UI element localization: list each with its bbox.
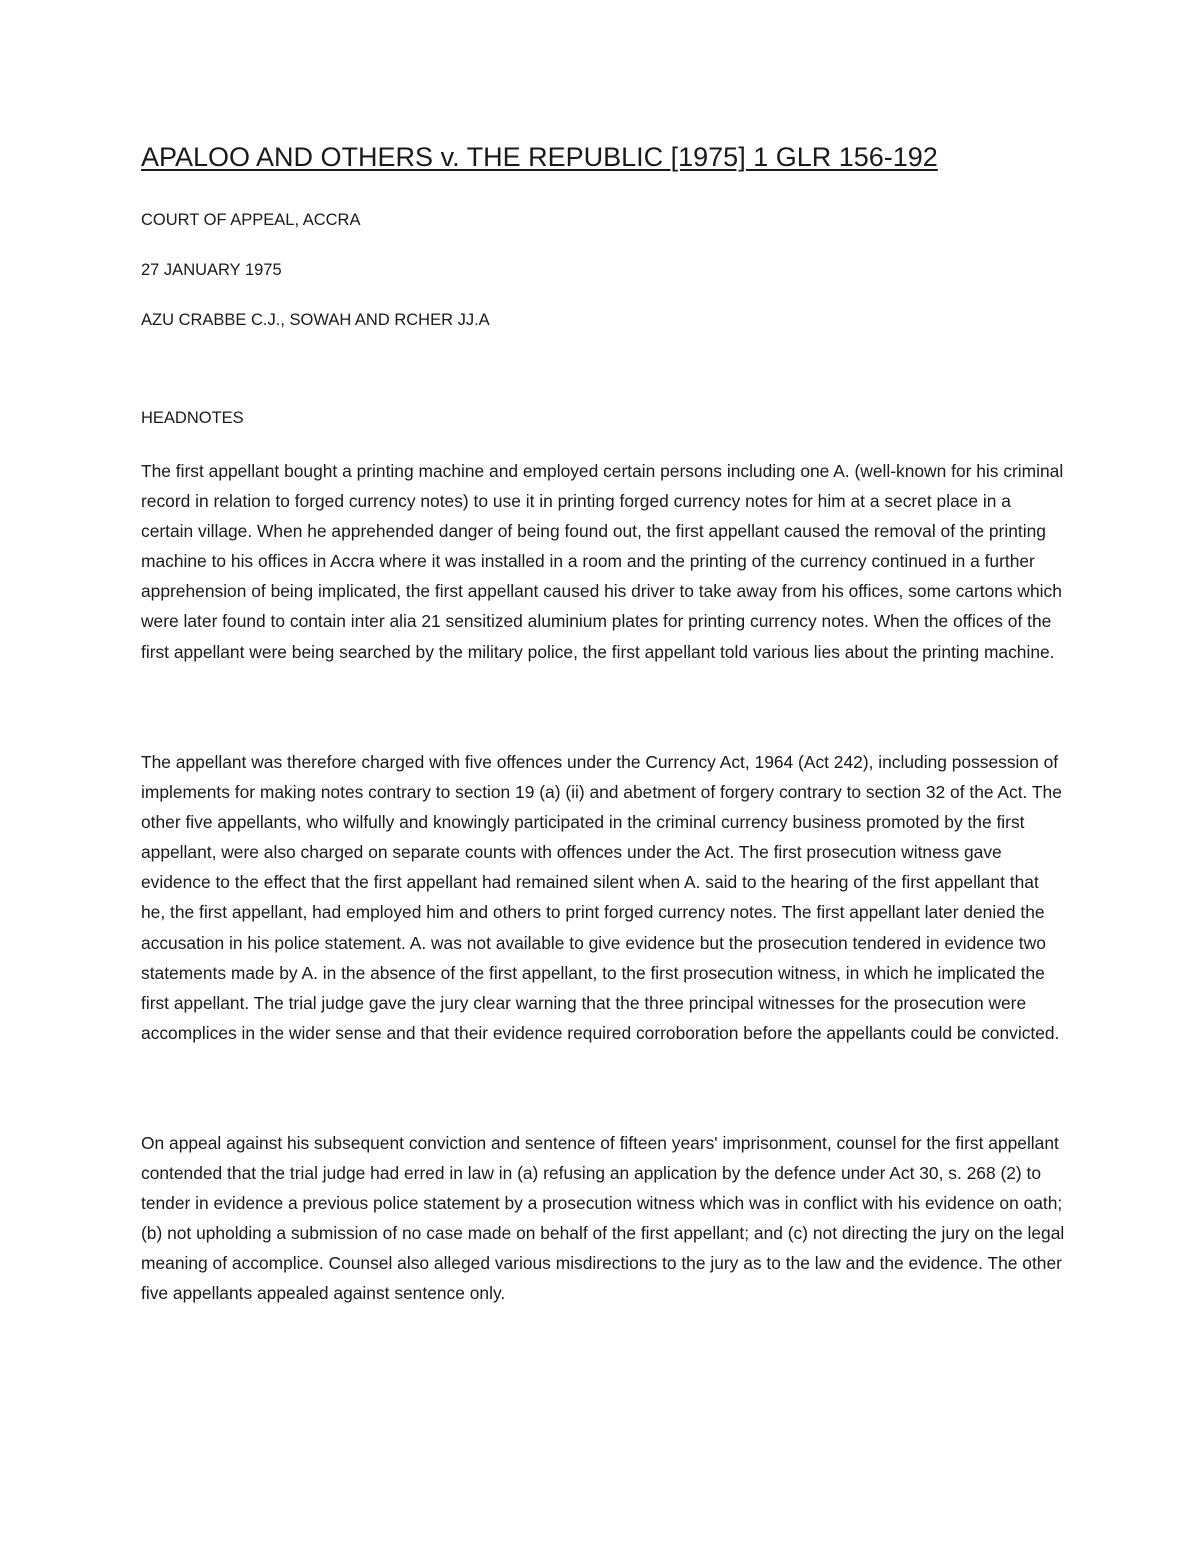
document-page <box>141 0 1066 1553</box>
court-name: COURT OF APPEAL, ACCRA <box>141 211 361 229</box>
judges-list: AZU CRABBE C.J., SOWAH AND RCHER JJ.A <box>141 311 490 329</box>
headnote-paragraph-1: The first appellant bought a printing machine and employed certain persons including one A. (well-known for his criminal record in relation to forged currency notes) to use it in printing forged currency notes for him at a secret place in a certain village. When he apprehended danger of being found out, the first appellant caused the removal of the printing machine to his offices in Accra where it was installed in a room and the printing of the currency continued in a further apprehension of being implicated, the first appellant caused his driver to take away from his offices, some cartons which were later found to contain inter alia 21 sensitized aluminium plates for printing currency notes. When the offices of the first appellant were being searched by the military police, the first appellant told various lies about the printing machine. <box>141 461 1064 662</box>
case-title: APALOO AND OTHERS v. THE REPUBLIC [1975] 1 GLR 156-192 <box>141 142 938 172</box>
headnotes-heading: HEADNOTES <box>141 409 244 427</box>
judgment-date: 27 JANUARY 1975 <box>141 261 282 279</box>
headnote-paragraph-2: The appellant was therefore charged with five offences under the Currency Act, 1964 (Act 242), including possession of implements for making notes contrary to section 19 (a) (ii) and abetment of forgery contrary to section 32 of the Act. The other five appellants, who wilfully and knowingly participated in the criminal currency business promoted by the first appellant, were also charged on separate counts with offences under the Act. The first prosecution witness gave evidence to the effect that the first appellant had remained silent when A. said to the hearing of the first appellant that he, the first appellant, had employed him and others to print forged currency notes. The first appellant later denied the accusation in his police statement. A. was not available to give evidence but the prosecution tendered in evidence two statements made by A. in the absence of the first appellant, to the first prosecution witness, in which he implicated the first appellant. The trial judge gave the jury clear warning that the three principal witnesses for the prosecution were accomplices in the wider sense and that their evidence required corroboration before the appellants could be convicted. <box>141 752 1062 1043</box>
headnote-paragraph-3: On appeal against his subsequent conviction and sentence of fifteen years' imprisonment, counsel for the first appellant contended that the trial judge had erred in law in (a) refusing an application by the defence under Act 30, s. 268 (2) to tender in evidence a previous police statement by a prosecution witness which was in conflict with his evidence on oath; (b) not upholding a submission of no case made on behalf of the first appellant; and (c) not directing the jury on the legal meaning of accomplice. Counsel also alleged various misdirections to the jury as to the law and the evidence. The other five appellants appealed against sentence only. <box>141 1133 1065 1304</box>
